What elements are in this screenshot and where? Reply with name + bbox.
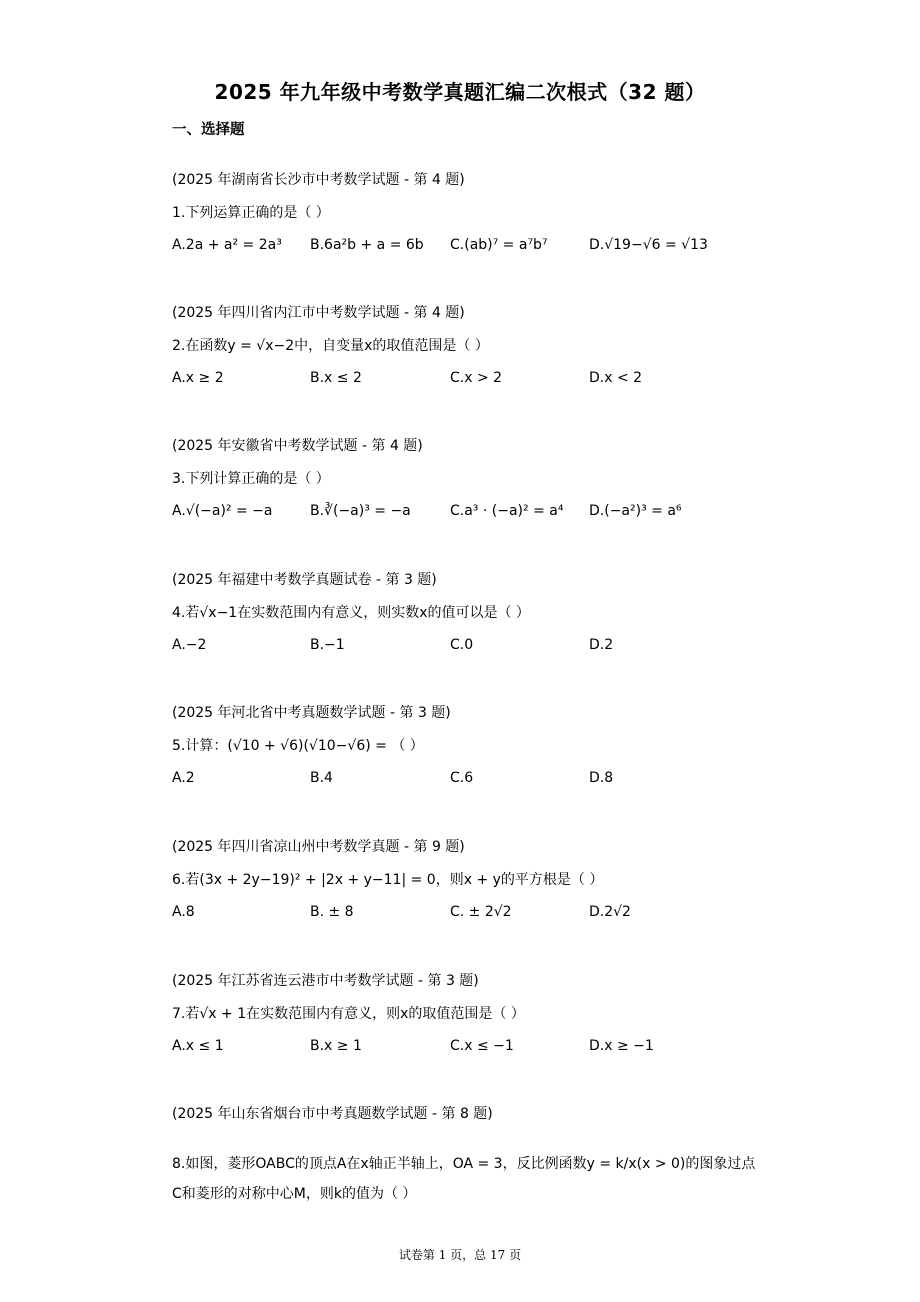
option-a: A.√(−a)² = −a [172, 503, 273, 519]
question-source: (2025 年四川省凉山州中考数学真题 - 第 9 题) [172, 839, 465, 855]
question-5 [172, 703, 812, 792]
option-c: C.0 [450, 637, 474, 653]
question-stem: 7.若√x + 1在实数范围内有意义，则x的取值范围是（ ） [172, 1006, 525, 1022]
option-b: B.∛(−a)³ = −a [310, 503, 411, 519]
question-options [172, 770, 812, 792]
question-source: (2025 年安徽省中考数学试题 - 第 4 题) [172, 438, 423, 454]
question-source: (2025 年四川省内江市中考数学试题 - 第 4 题) [172, 305, 465, 321]
option-d: D.8 [589, 770, 614, 786]
option-a: A.x ≥ 2 [172, 370, 224, 386]
option-b: B.x ≥ 1 [310, 1038, 362, 1054]
option-b: B.−1 [310, 637, 345, 653]
option-b: B.x ≤ 2 [310, 370, 362, 386]
option-d: D.√19−√6 = √13 [589, 237, 708, 253]
question-options [172, 370, 812, 392]
question-8 [172, 1104, 792, 1204]
question-2 [172, 303, 812, 392]
section-heading: 一、选择题 [172, 122, 245, 138]
option-c: C.x ≤ −1 [450, 1038, 514, 1054]
option-c: C. ± 2√2 [450, 904, 512, 920]
page-footer: 试卷第 1 页，总 17 页 [398, 1248, 522, 1262]
option-d: D.x < 2 [589, 370, 643, 386]
question-source: (2025 年河北省中考真题数学试题 - 第 3 题) [172, 705, 451, 721]
question-1 [172, 170, 812, 259]
question-source: (2025 年福建中考数学真题试卷 - 第 3 题) [172, 572, 437, 588]
question-stem: 3.下列计算正确的是（ ） [172, 471, 330, 487]
question-stem-continued: C和菱形的对称中心M，则k的值为（ ） [172, 1186, 417, 1202]
question-source: (2025 年湖南省长沙市中考数学试题 - 第 4 题) [172, 172, 465, 188]
option-a: A.x ≤ 1 [172, 1038, 224, 1054]
question-options [172, 237, 812, 259]
option-a: A.2 [172, 770, 195, 786]
question-options [172, 1038, 812, 1060]
option-d: D.(−a²)³ = a⁶ [589, 503, 682, 519]
question-source: (2025 年江苏省连云港市中考数学试题 - 第 3 题) [172, 973, 479, 989]
option-a: A.8 [172, 904, 195, 920]
option-c: C.a³ · (−a)² = a⁴ [450, 503, 564, 519]
question-4 [172, 570, 812, 659]
question-stem: 2.在函数y = √x−2中，自变量x的取值范围是（ ） [172, 338, 489, 354]
question-source: (2025 年山东省烟台市中考真题数学试题 - 第 8 题) [172, 1106, 493, 1122]
question-stem: 1.下列运算正确的是（ ） [172, 205, 330, 221]
option-b: B.4 [310, 770, 333, 786]
question-options [172, 503, 812, 525]
question-6 [172, 837, 812, 926]
option-a: A.2a + a² = 2a³ [172, 237, 282, 253]
option-c: C.(ab)⁷ = a⁷b⁷ [450, 237, 548, 253]
question-stem: 6.若(3x + 2y−19)² + |2x + y−11| = 0，则x + y的平方根是（ ） [172, 872, 604, 888]
option-b: B. ± 8 [310, 904, 354, 920]
option-c: C.6 [450, 770, 474, 786]
option-a: A.−2 [172, 637, 207, 653]
question-stem: 4.若√x−1在实数范围内有意义，则实数x的值可以是（ ） [172, 605, 530, 621]
question-options [172, 637, 812, 659]
question-stem: 8.如图，菱形OABC的顶点A在x轴正半轴上，OA = 3，反比例函数y = k/x(x > 0)的图象过点 [172, 1156, 756, 1172]
question-7 [172, 971, 812, 1060]
option-d: D.2√2 [589, 904, 631, 920]
option-d: D.x ≥ −1 [589, 1038, 654, 1054]
question-options [172, 904, 812, 926]
question-3 [172, 436, 812, 525]
page-title: 2025 年九年级中考数学真题汇编二次根式（32 题） [214, 80, 706, 104]
option-b: B.6a²b + a = 6b [310, 237, 424, 253]
option-d: D.2 [589, 637, 614, 653]
question-stem: 5.计算：(√10 + √6)(√10−√6) = （ ） [172, 738, 424, 754]
option-c: C.x > 2 [450, 370, 503, 386]
